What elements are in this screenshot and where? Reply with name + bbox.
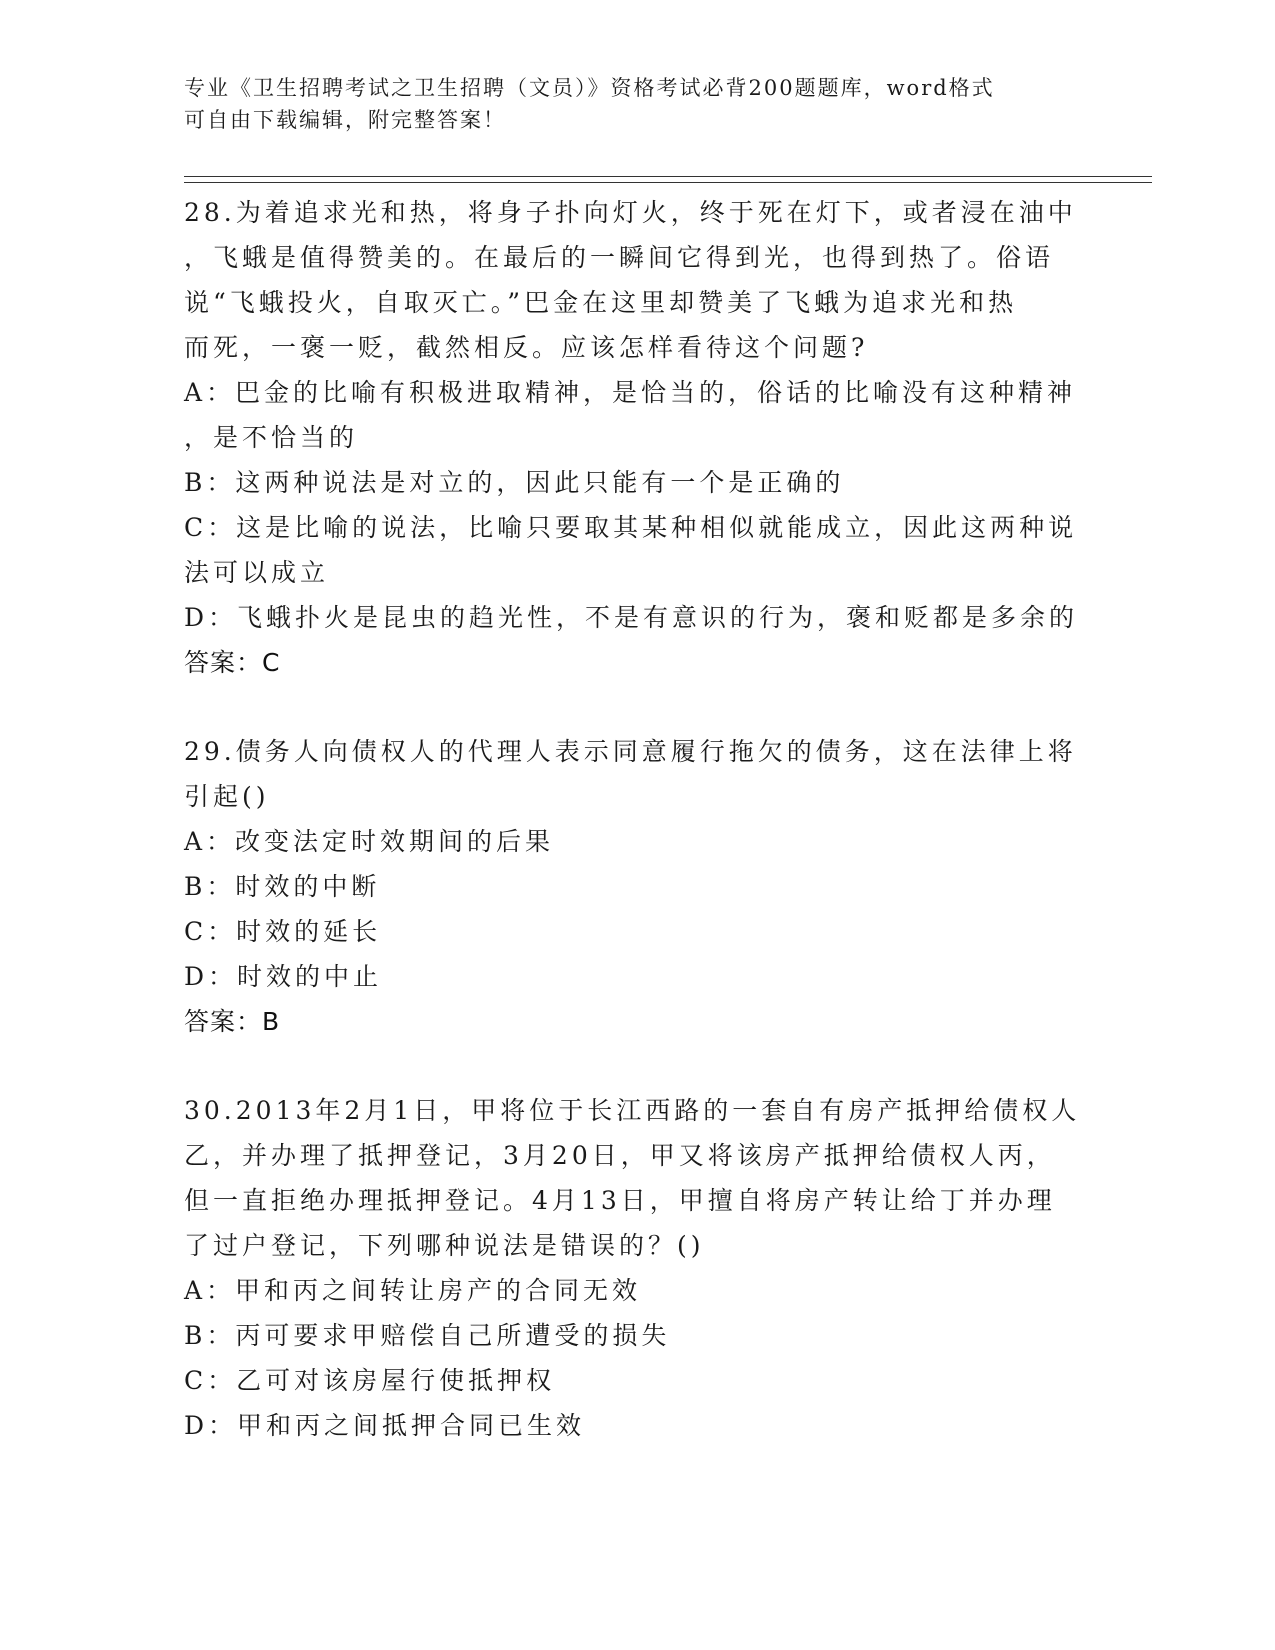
question-answer: 答案：B	[184, 1007, 281, 1036]
header-rule-bottom	[184, 182, 1152, 183]
question-block	[184, 729, 1084, 1044]
question-stem-line: 引起()	[184, 782, 270, 811]
question-spacer	[184, 1044, 1084, 1088]
question-option-line: D：飞蛾扑火是昆虫的趋光性，不是有意识的行为，褒和贬都是多余的	[184, 603, 1079, 632]
question-option-line: A：甲和丙之间转让房产的合同无效	[184, 1276, 642, 1305]
question-option-line: A：改变法定时效期间的后果	[184, 827, 555, 856]
question-list	[184, 190, 1084, 1448]
question-block	[184, 1088, 1084, 1448]
question-spacer	[184, 685, 1084, 729]
header-rule-top	[184, 176, 1152, 177]
question-block	[184, 190, 1084, 685]
question-option-line: C：时效的延长	[184, 917, 382, 946]
question-stem-line: 乙，并办理了抵押登记，3月20日，甲又将该房产抵押给债权人丙，	[184, 1141, 1056, 1170]
question-option-line: D：甲和丙之间抵押合同已生效	[184, 1411, 586, 1440]
document-header	[184, 72, 1064, 136]
question-stem-line: 29.债务人向债权人的代理人表示同意履行拖欠的债务，这在法律上将	[184, 737, 1077, 766]
question-stem-line: 但一直拒绝办理抵押登记。4月13日，甲擅自将房产转让给丁并办理	[184, 1186, 1056, 1215]
question-option-line: B：丙可要求甲赔偿自己所遭受的损失	[184, 1321, 671, 1350]
question-option-line: ，是不恰当的	[184, 423, 359, 452]
question-option-line: D：时效的中止	[184, 962, 383, 991]
question-option-line: 法可以成立	[184, 558, 330, 587]
question-stem-line: ，飞蛾是值得赞美的。在最后的一瞬间它得到光，也得到热了。俗语	[184, 243, 1055, 272]
question-option-line: C：这是比喻的说法，比喻只要取其某种相似就能成立，因此这两种说	[184, 513, 1078, 542]
question-stem-line: 30.2013年2月1日，甲将位于长江西路的一套自有房产抵押给债权人	[184, 1096, 1081, 1125]
question-stem-line: 28.为着追求光和热，将身子扑向灯火，终于死在灯下，或者浸在油中	[184, 198, 1077, 227]
question-answer: 答案：C	[184, 648, 281, 677]
question-stem-line: 了过户登记，下列哪种说法是错误的？()	[184, 1231, 705, 1260]
question-option-line: A：巴金的比喻有积极进取精神，是恰当的，俗话的比喻没有这种精神	[184, 378, 1077, 407]
question-option-line: B：时效的中断	[184, 872, 381, 901]
header-line-2: 可自由下载编辑，附完整答案！	[184, 108, 506, 132]
question-option-line: B：这两种说法是对立的，因此只能有一个是正确的	[184, 468, 845, 497]
question-stem-line: 说“飞蛾投火，自取灭亡。”巴金在这里却赞美了飞蛾为追求光和热	[184, 288, 1018, 317]
question-stem-line: 而死，一褒一贬，截然相反。应该怎样看待这个问题?	[184, 333, 869, 362]
question-option-line: C：乙可对该房屋行使抵押权	[184, 1366, 556, 1395]
header-line-1: 专业《卫生招聘考试之卫生招聘（文员）》资格考试必背200题题库，word格式	[184, 76, 995, 100]
